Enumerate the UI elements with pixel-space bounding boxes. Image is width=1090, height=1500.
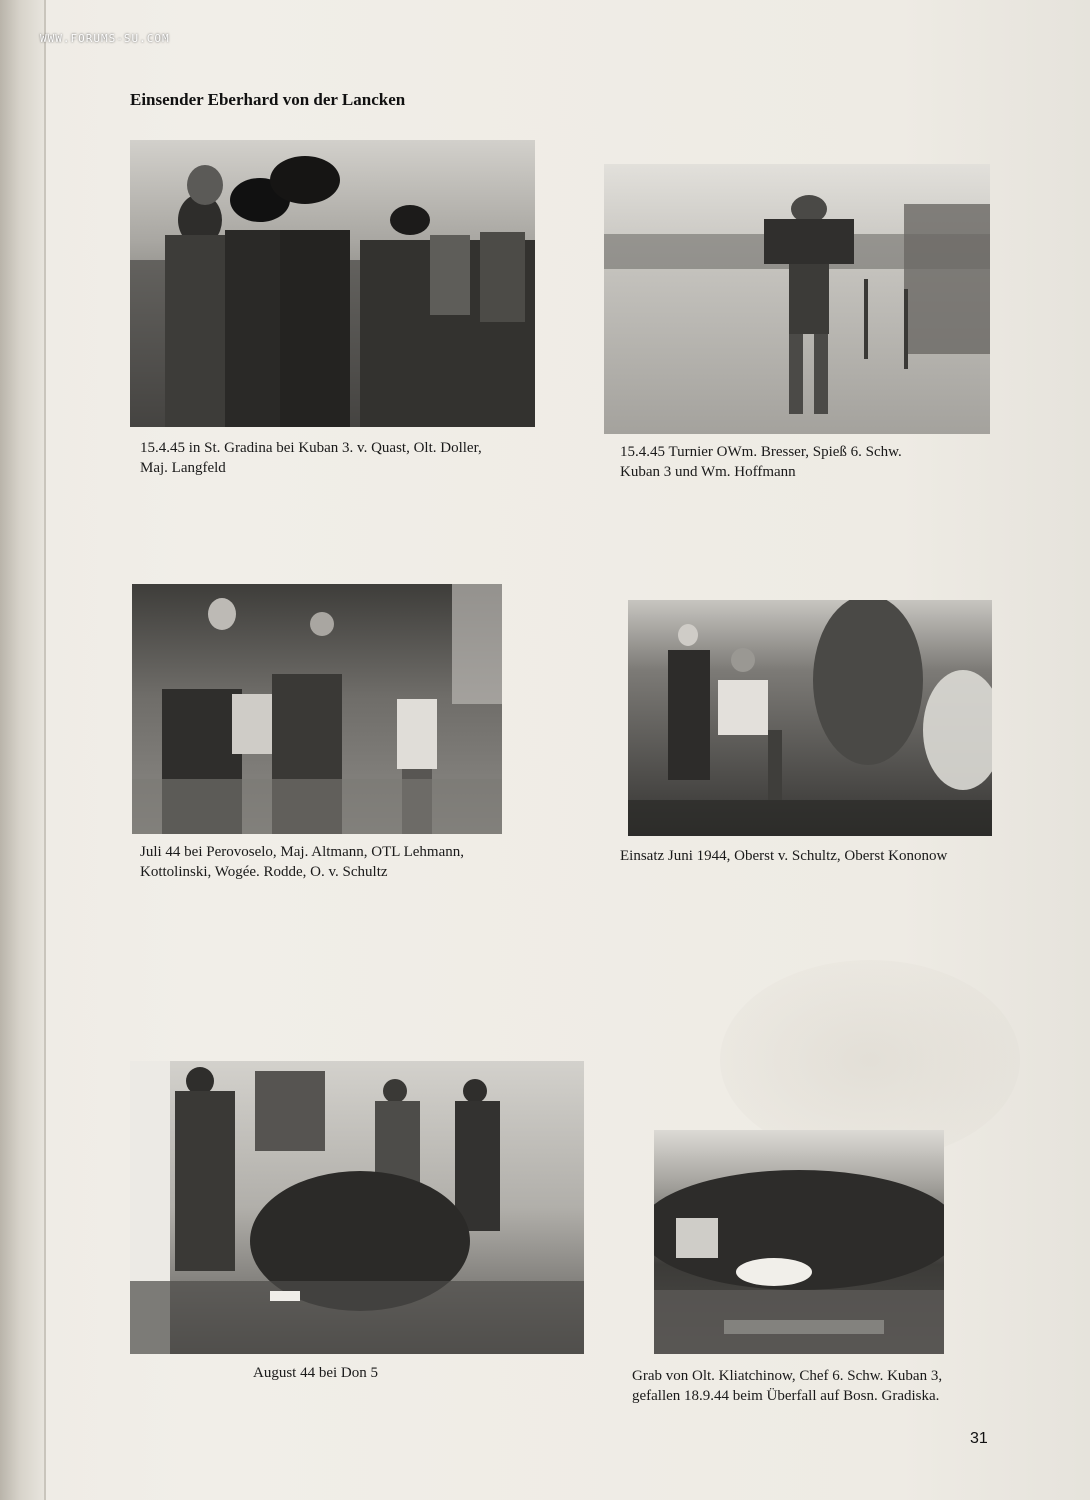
photo-soldiers-gradina [130,140,535,427]
photo-caption: August 44 bei Don 5 [253,1365,378,1381]
photo-caption: 15.4.45 Turnier OWm. Bresser, Spieß 6. Schw. Kuban 3 und Wm. Hoffmann [620,444,902,480]
photo-caption: 15.4.45 in St. Gradina bei Kuban 3. v. Quast, Olt. Doller, Maj. Langfeld [140,440,482,476]
page-title: Einsender Eberhard von der Lancken [130,90,406,109]
photo-einsatz-officers [628,600,992,836]
watermark: WWW.FORUMS-SU.COM [40,32,170,45]
photo-caption: Grab von Olt. Kliatchinow, Chef 6. Schw. Kuban 3, gefallen 18.9.44 beim Überfall auf Bosn. Gradiska. [632,1368,943,1404]
photo-perovoselo-group [132,584,502,834]
photo-tournament-rider [604,164,990,434]
page-number: 31 [970,1430,988,1447]
binding-spine [0,0,46,1500]
photo-don-resting-soldiers [130,1061,584,1354]
photo-caption: Juli 44 bei Perovoselo, Maj. Altmann, OTL Lehmann, Kottolinski, Wogée. Rodde, O. v. Schultz [140,844,464,880]
photo-caption: Einsatz Juni 1944, Oberst v. Schultz, Oberst Kononow [620,848,948,864]
photo-grave-kliatchinow [654,1130,944,1354]
binding-crease [44,0,46,1500]
